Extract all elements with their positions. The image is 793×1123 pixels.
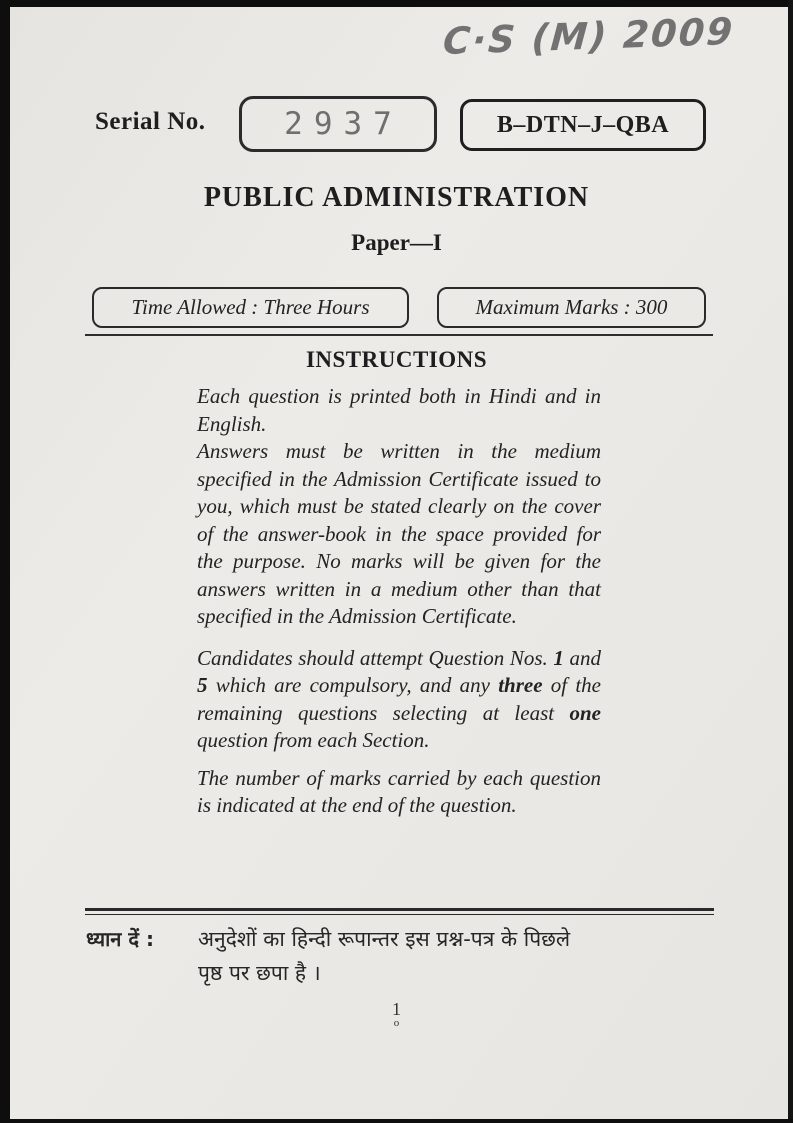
instructions-body [197, 383, 601, 820]
instruction-paragraph: Answers must be written in the medium specified in the Admission Certificate issued to you, which must be stated clearly on the cover of the answer-book in the space provided for the purpose. No marks will be given for the answers written in a medium other than that specified in the Admission Certificate. [197, 439, 601, 628]
handwritten-annotation: C·S (M) 2009 [441, 9, 736, 64]
paper-number: Paper—I [351, 230, 442, 255]
instruction-paragraph: Each question is printed both in Hindi and in English. [197, 384, 601, 436]
scan-edge-bottom [0, 1119, 793, 1123]
paper-code-value: B–DTN–J–QBA [496, 111, 670, 138]
footer-note-line1: अनुदेशों का हिन्दी रूपान्तर इस प्रश्न-पत्र के पिछले [198, 927, 571, 951]
footer-note-text [198, 922, 728, 990]
scan-edge-left [0, 0, 10, 1123]
paper-code-box [460, 99, 706, 151]
page-number-value: 1 [392, 999, 401, 1019]
page-number-mark: o [393, 1017, 400, 1029]
scan-edge-right [788, 0, 793, 1123]
serial-number-value: 2937 [284, 106, 403, 142]
scan-edge-top [0, 0, 793, 7]
footer-divider [85, 908, 714, 915]
serial-number-label: Serial No. [95, 108, 206, 135]
maximum-marks-box: Maximum Marks : 300 [437, 287, 706, 328]
serial-number-box [239, 96, 437, 152]
instruction-paragraph: The number of marks carried by each question is indicated at the end of the question. [197, 765, 601, 817]
instruction-paragraph: Candidates should attempt Question Nos. 1 and 5 which are compulsory, and any three of the remaining questions selecting at least one question from each Section. [197, 645, 601, 752]
attention-label: ध्यान दें : [86, 927, 154, 951]
footer-note-line2: पृष्ठ पर छपा है । [198, 961, 321, 985]
page-number [0, 1000, 793, 1029]
time-allowed-box: Time Allowed : Three Hours [92, 287, 409, 328]
serial-row [0, 96, 793, 156]
instructions-heading: INSTRUCTIONS [305, 347, 488, 372]
meta-row [0, 287, 793, 329]
page-title: PUBLIC ADMINISTRATION [203, 182, 590, 213]
divider-line [85, 334, 713, 336]
